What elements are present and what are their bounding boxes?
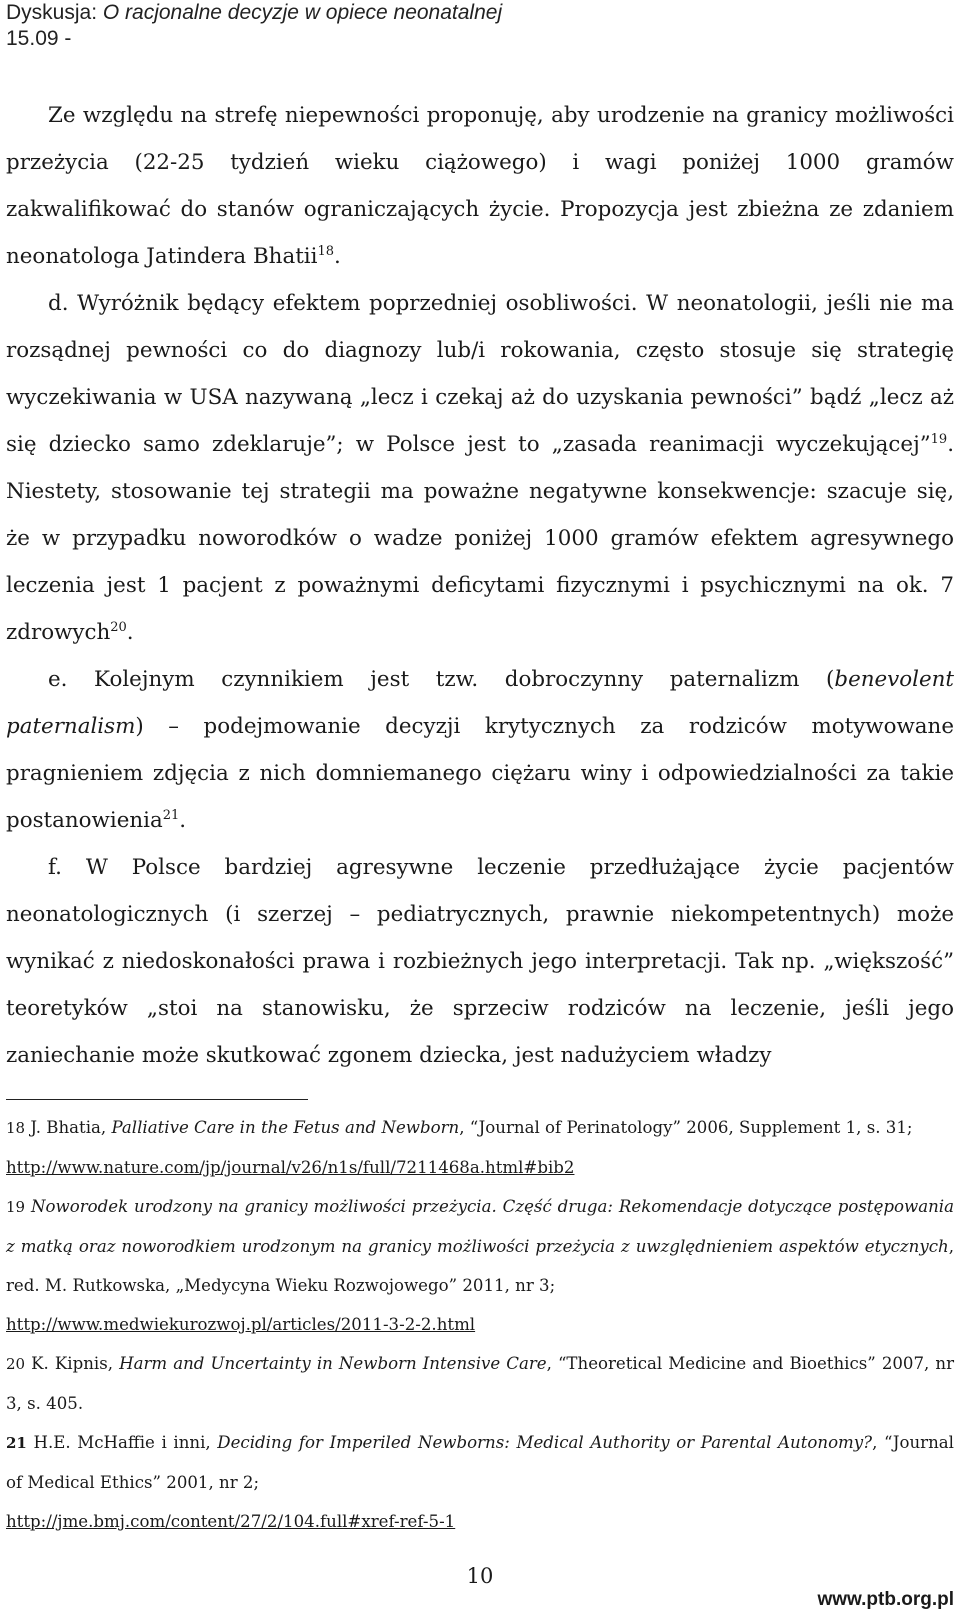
footnote-19-number: 19 (6, 1198, 26, 1216)
footnote-21-number: 21 (6, 1434, 27, 1452)
footnote-ref-18[interactable]: 18 (317, 243, 335, 259)
footnote-18-number: 18 (6, 1119, 26, 1137)
footnote-ref-21[interactable]: 21 (162, 807, 180, 823)
paragraph-d (6, 280, 954, 656)
paragraph-d-end: . (126, 620, 134, 645)
header-prefix: Dyskusja: (6, 1, 103, 24)
footnote-20-author: K. Kipnis, (25, 1354, 120, 1373)
footnote-18-author: J. Bhatia, (25, 1118, 112, 1137)
site-url[interactable]: www.ptb.org.pl (817, 1589, 954, 1610)
paragraph-e (6, 656, 954, 844)
paragraph-e-end: . (179, 808, 187, 833)
paragraph-e-text-b: ) – podejmowanie decyzji krytycznych za rodziców motywowane pragnieniem zdjęcia z nich domniemanego ciężaru winy i odpowiedzialności za takie postanowienia (6, 714, 954, 833)
paragraph-d-text-a: d. Wyróżnik będący efektem poprzedniej osobliwości. W neonatologii, jeśli nie ma rozsądnej pewności co do diagnozy lub/i rokowania, często stosuje się strategię wyczekiwania w USA nazywaną „lecz i czekaj aż do uzyskania pewności” bądź „lecz aż się dziecko samo zdeklaruje”; w Polsce jest to „zasada reanimacji wyczekującej” (6, 291, 954, 457)
footnote-21 (6, 1423, 954, 1541)
header-title-line (6, 0, 502, 26)
footnote-18-link[interactable]: http://www.nature.com/jp/journal/v26/n1s/full/7211468a.html#bib2 (6, 1158, 575, 1177)
paragraph-c-text: Ze względu na strefę niepewności proponuję, aby urodzenie na granicy możliwości przeżycia (22-25 tydzień wieku ciążowego) i wagi poniżej 1000 gramów zakwalifikować do stanów ograniczających życie. Propozycja jest zbieżna ze zdaniem neonatologa Jatindera Bhatii (6, 103, 954, 269)
page-number: 10 (466, 1564, 494, 1588)
paragraph-e-text-a: e. Kolejnym czynnikiem jest tzw. dobroczynny paternalizm ( (48, 667, 835, 692)
footnote-19-title: Noworodek urodzony na granicy możliwości przeżycia. Część druga: Rekomendacje dotyczące postępowania z matką oraz noworodkiem urodzonym na granicy możliwości przeżycia z uwzględnieniem aspektów etycznych (6, 1197, 954, 1256)
paragraph-e-italic: benevolent paternalism (6, 667, 954, 739)
footnote-18-title: Palliative Care in the Fetus and Newborn (111, 1118, 460, 1137)
header-date: 15.09 - (6, 27, 72, 50)
footnote-20-source: , “Theoretical Medicine and Bioethics” 2007, nr 3, s. 405. (6, 1354, 955, 1413)
footnote-19 (6, 1187, 954, 1344)
footnote-18 (6, 1108, 954, 1187)
footnote-21-source: , “Journal of Medical Ethics” 2001, nr 2; (6, 1433, 954, 1492)
footnote-19-link[interactable]: http://www.medwiekurozwoj.pl/articles/2011-3-2-2.html (6, 1315, 476, 1334)
footnote-19-source: , red. M. Rutkowska, „Medycyna Wieku Rozwojowego” 2011, nr 3; (6, 1237, 954, 1295)
footnote-20 (6, 1344, 954, 1423)
footnote-21-title: Deciding for Imperiled Newborns: Medical Authority or Parental Autonomy? (217, 1433, 873, 1452)
footnote-20-title: Harm and Uncertainty in Newborn Intensive Care (119, 1354, 547, 1373)
paragraph-c (6, 92, 954, 280)
footnote-21-author: H.E. McHaffie i inni, (26, 1433, 218, 1452)
paragraph-d-text-b: . Niestety, stosowanie tej strategii ma poważne negatywne konsekwencje: szacuje się, że w przypadku noworodków o wadze poniżej 1000 gramów efektem agresywnego leczenia jest 1 pacjent z poważnymi deficytami fizycznymi i psychicznymi na ok. 7 zdrowych (6, 432, 954, 645)
main-text (6, 92, 954, 1079)
header-title: O racjonalne decyzje w opiece neonatalnej (102, 1, 503, 24)
page-header (6, 0, 502, 52)
footnote-ref-20[interactable]: 20 (110, 619, 127, 635)
paragraph-c-end: . (334, 244, 341, 269)
footnote-ref-19[interactable]: 19 (930, 431, 948, 447)
footnote-separator (6, 1099, 308, 1100)
paragraph-f-text: f. W Polsce bardziej agresywne leczenie przedłużające życie pacjentów neonatologicznych (i szerzej – pediatrycznych, prawnie niekompetentnych) może wynikać z niedoskonałości prawa i rozbieżnych jego interpretacji. Tak np. „większość” teoretyków „stoi na stanowisku, że sprzeciw rodziców na leczenie, jeśli jego zaniechanie może skutkować zgonem dziecka, jest nadużyciem władzy (6, 855, 954, 1068)
footnote-18-source: , “Journal of Perinatology” 2006, Supplement 1, s. 31; (459, 1118, 913, 1137)
footnote-20-number: 20 (6, 1355, 26, 1373)
paragraph-f (6, 844, 954, 1079)
footnote-21-link[interactable]: http://jme.bmj.com/content/27/2/104.full#xref-ref-5-1 (6, 1512, 456, 1531)
footnotes (6, 1108, 954, 1541)
